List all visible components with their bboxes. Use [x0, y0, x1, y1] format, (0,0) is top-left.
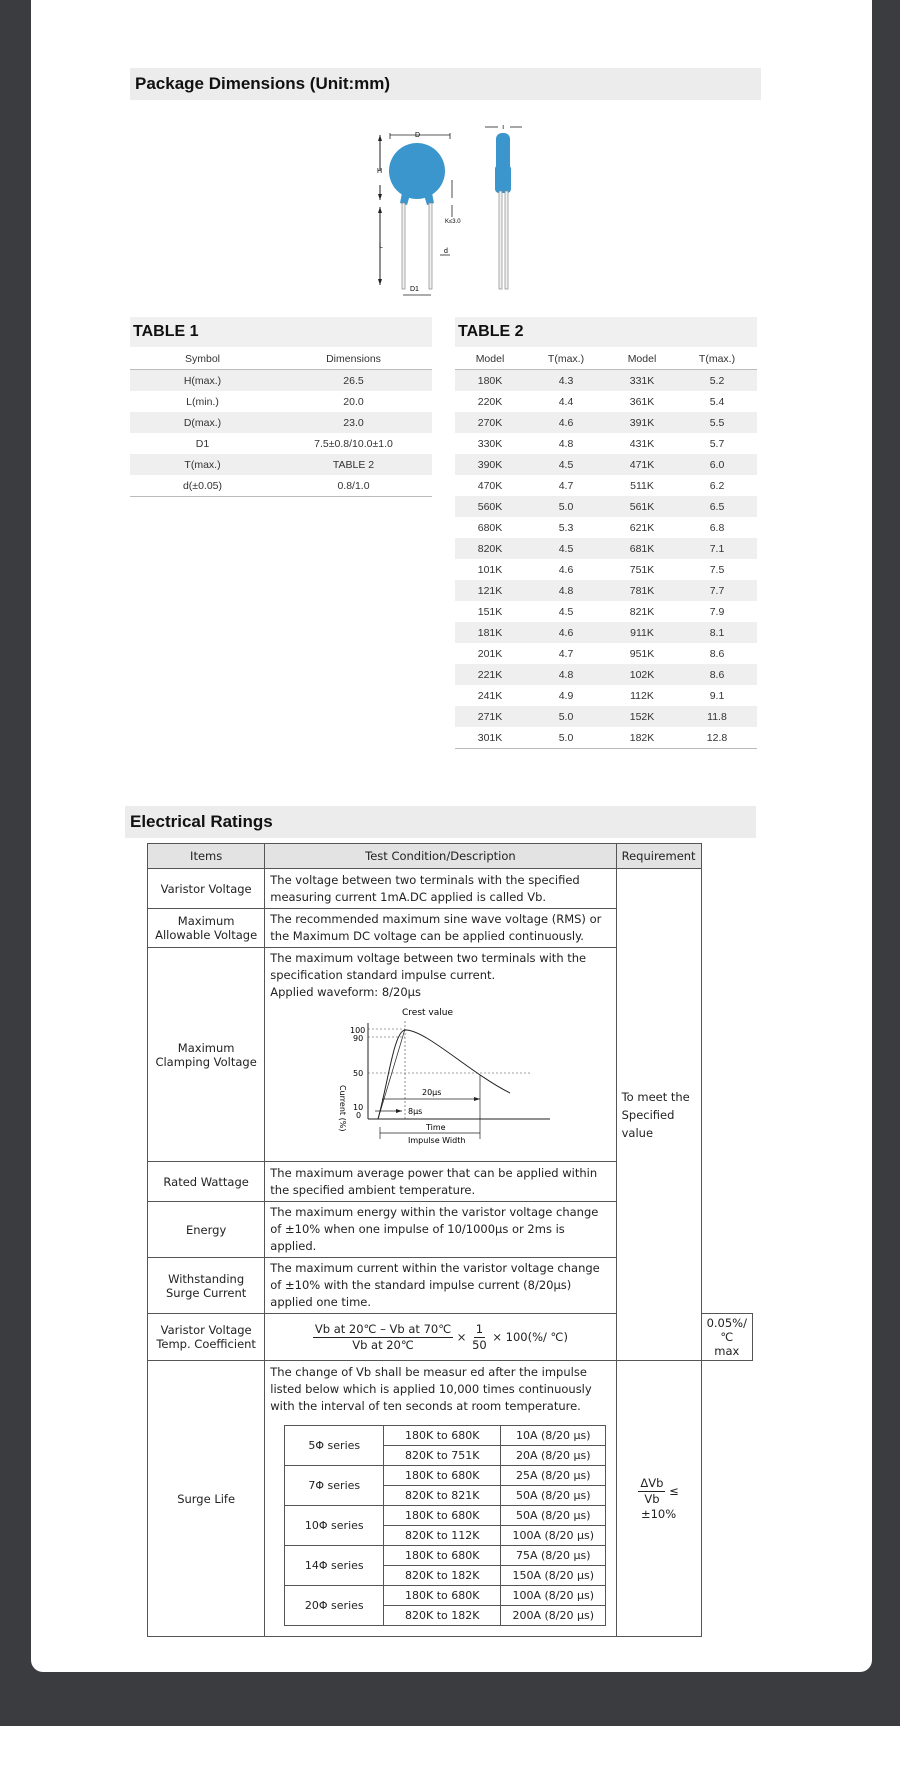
table2-row [455, 517, 757, 538]
side-view [485, 125, 522, 289]
table2-model-cell: 471K [607, 454, 677, 475]
surge-current-cell: 100A (8/20 μs) [501, 1526, 606, 1546]
electrical-ratings-table [147, 843, 753, 1637]
table2-model-cell: 112K [630, 689, 654, 702]
table1-dimension-cell: 20.0 [343, 395, 364, 408]
formula-multiply: × [456, 1329, 467, 1344]
package-dimensions-title: Package Dimensions (Unit:mm) [135, 74, 391, 93]
table2-tmax-cell: 4.6 [525, 622, 607, 643]
table2-tmax-cell: 4.6 [525, 412, 607, 433]
table2-row [455, 601, 757, 622]
table1-symbol-cell: H(max.) [130, 370, 275, 392]
table2-tmax-cell: 4.9 [558, 689, 574, 702]
table2-model-cell: 621K [629, 521, 655, 534]
table2-title: TABLE 2 [455, 317, 757, 347]
table2-model-cell: 751K [629, 563, 655, 576]
table2-tmax-cell: 4.5 [525, 454, 607, 475]
table2-row [455, 538, 757, 559]
er-item-temp-coeff: Varistor Voltage Temp. Coefficient [148, 1314, 265, 1361]
surge-row [285, 1586, 606, 1606]
table1-symbol-cell: D(max.) [130, 412, 275, 433]
svg-text:L: L [379, 243, 383, 250]
table2-model-cell: 181K [455, 622, 525, 643]
surge-range-cell: 820K to 182K [384, 1606, 501, 1626]
table2-tmax-cell: 4.8 [525, 580, 607, 601]
table2-tmax-cell: 5.5 [677, 412, 757, 433]
package-dimensions-heading [130, 68, 761, 100]
table2-row [455, 727, 757, 749]
table2-model-cell: 361K [629, 395, 655, 408]
req-vb: Vb [644, 1492, 660, 1506]
table2-model-cell: 781K [607, 580, 677, 601]
tick-100: 100 [350, 1026, 366, 1035]
er-item-max-allowable: Maximum Allowable Voltage [148, 909, 265, 948]
surge-row [285, 1546, 606, 1566]
er-header-req: Requirement [616, 844, 701, 869]
tick-90: 90 [353, 1034, 364, 1043]
formula-denominator: Vb at 20℃ [352, 1337, 414, 1352]
max-clamping-text: The maximum voltage between two terminals with the specification standard impulse current. [270, 951, 587, 982]
table2-tmax-cell: 5.3 [558, 521, 574, 534]
table2-tmax-cell: 8.1 [677, 622, 757, 643]
table1 [130, 348, 432, 497]
table1-symbol-cell: d(±0.05) [130, 475, 275, 497]
table2-tmax-cell: 6.2 [709, 479, 725, 492]
electrical-ratings-heading [125, 806, 756, 838]
table2-tmax-cell: 4.8 [558, 437, 574, 450]
svg-text:d: d [444, 248, 448, 255]
table2-row [455, 454, 757, 475]
surge-current-cell: 10A (8/20 μs) [501, 1426, 606, 1446]
surge-range-cell: 820K to 821K [384, 1486, 501, 1506]
table2-row [455, 391, 757, 412]
req-suffix: ≤ ±10% [640, 1484, 679, 1521]
surge-series-cell: 10Φ series [285, 1506, 384, 1546]
table2-tmax-cell: 8.6 [709, 647, 725, 660]
table2-tmax-cell: 7.1 [677, 538, 757, 559]
er-item-max-clamping: Maximum Clamping Voltage [148, 948, 265, 1162]
table2-tmax-cell: 4.7 [558, 647, 574, 660]
table2-model-cell: 180K [455, 370, 525, 392]
surge-life-text: The change of Vb shall be measur ed after the impulse listed below which is applied 10,000 times continuously with the interval of ten seconds at room temperature. [270, 1365, 592, 1413]
table1-dimension-cell: 23.0 [275, 412, 432, 433]
surge-range-cell: 820K to 112K [384, 1526, 501, 1546]
svg-text:D1: D1 [410, 286, 419, 293]
table2-model-cell: 390K [455, 454, 525, 475]
er-req-temp-coeff: 0.05%/℃ max [701, 1314, 752, 1361]
impulse-width-label: Impulse Width [408, 1136, 466, 1145]
surge-life-table [284, 1425, 606, 1626]
surge-series-cell: 7Φ series [285, 1466, 384, 1506]
table2-model-cell: 270K [455, 412, 525, 433]
table2-model-cell: 220K [477, 395, 503, 408]
surge-row [285, 1466, 606, 1486]
surge-range-cell: 820K to 751K [384, 1446, 501, 1466]
table2-model-cell: 151K [477, 605, 503, 618]
table2-model-cell: 102K [607, 664, 677, 685]
er-item-surge-life: Surge Life [148, 1361, 265, 1637]
table2-model-cell: 681K [607, 538, 677, 559]
table2-model-cell: 271K [455, 706, 525, 727]
table2-header-tmax-2: T(max.) [677, 348, 757, 370]
er-desc-max-clamping [265, 948, 616, 1162]
er-desc-rated-wattage: The maximum average power that can be applied within the specified ambient temperature. [265, 1162, 616, 1202]
surge-current-cell: 75A (8/20 μs) [501, 1546, 606, 1566]
formula-numerator: Vb at 20℃ – Vb at 70℃ [314, 1321, 452, 1336]
table2-model-cell: 391K [607, 412, 677, 433]
table2-model-cell: 951K [629, 647, 655, 660]
svg-text:T: T [501, 125, 506, 131]
er-desc-max-allowable: The recommended maximum sine wave voltage (RMS) or the Maximum DC voltage can be applied continuously. [265, 909, 616, 948]
table2-tmax-cell: 9.1 [709, 689, 725, 702]
table2-tmax-cell: 4.3 [525, 370, 607, 392]
table2-model-cell: 561K [607, 496, 677, 517]
t20-label: 20μs [422, 1088, 442, 1097]
table2-model-cell: 470K [477, 479, 503, 492]
table1-row [130, 454, 432, 475]
table1-dimension-cell: 7.5±0.8/10.0±1.0 [314, 437, 393, 450]
temp-coeff-formula [313, 1322, 453, 1353]
table2-model-cell: 511K [630, 479, 654, 492]
table2-row [455, 580, 757, 601]
formula-fifty: 50 [472, 1337, 487, 1352]
table1-dimension-cell: TABLE 2 [275, 454, 432, 475]
table1-row [130, 412, 432, 433]
formula-suffix: × 100(%/ ℃) [492, 1329, 568, 1344]
table2-model-cell: 241K [477, 689, 503, 702]
surge-current-cell: 50A (8/20 μs) [501, 1486, 606, 1506]
surge-current-cell: 25A (8/20 μs) [501, 1466, 606, 1486]
surge-row [285, 1426, 606, 1446]
table2-tmax-cell: 4.5 [525, 538, 607, 559]
table2-model-cell: 301K [455, 727, 525, 749]
table2-model-cell: 911K [607, 622, 677, 643]
table2-row [455, 412, 757, 433]
table2-tmax-cell: 7.5 [709, 563, 725, 576]
table1-symbol-cell: T(max.) [130, 454, 275, 475]
table2-model-cell: 680K [477, 521, 503, 534]
surge-range-cell: 820K to 182K [384, 1566, 501, 1586]
er-req-surge-life [616, 1361, 701, 1637]
table1-dimension-cell: 26.5 [275, 370, 432, 392]
table2-model-cell: 121K [455, 580, 525, 601]
er-req-common: To meet the Specified value [616, 869, 701, 1361]
svg-text:H: H [377, 168, 383, 175]
req-delta-vb: ΔVb [640, 1476, 664, 1490]
formula-one-fiftieth [470, 1322, 489, 1353]
table1-symbol-cell: L(min.) [186, 395, 219, 408]
table1-header-dimensions: Dimensions [275, 348, 432, 370]
er-item-rated-wattage: Rated Wattage [148, 1162, 265, 1202]
table2-model-cell: 152K [607, 706, 677, 727]
table2-tmax-cell: 11.8 [677, 706, 757, 727]
table2-row [455, 496, 757, 517]
current-axis-label: Current (%) [338, 1085, 348, 1132]
formula-one: 1 [475, 1321, 484, 1336]
table2-model-cell: 331K [607, 370, 677, 392]
table2-tmax-cell: 4.7 [558, 479, 574, 492]
table2-tmax-cell: 7.7 [677, 580, 757, 601]
surge-current-cell: 20A (8/20 μs) [501, 1446, 606, 1466]
surge-current-cell: 200A (8/20 μs) [501, 1606, 606, 1626]
time-label: Time [426, 1123, 446, 1132]
tick-50: 50 [353, 1069, 364, 1078]
table2-tmax-cell: 12.8 [677, 727, 757, 749]
max-clamping-waveform: Applied waveform: 8/20μs [270, 985, 421, 999]
er-item-withstanding-surge: Withstanding Surge Current [148, 1258, 265, 1314]
table2 [455, 348, 757, 749]
table2-tmax-cell: 8.6 [677, 664, 757, 685]
table2-tmax-cell: 5.4 [709, 395, 725, 408]
table2-model-cell: 101K [477, 563, 503, 576]
er-header-desc: Test Condition/Description [265, 844, 616, 869]
electrical-ratings-title: Electrical Ratings [130, 812, 273, 831]
table2-tmax-cell: 5.7 [709, 437, 725, 450]
er-header-items: Items [148, 844, 265, 869]
table2-row [455, 370, 757, 392]
er-item-energy: Energy [148, 1202, 265, 1258]
tick-10: 10 [353, 1103, 364, 1112]
table2-model-cell: 201K [477, 647, 503, 660]
table2-model-cell: 820K [455, 538, 525, 559]
surge-current-cell: 100A (8/20 μs) [501, 1586, 606, 1606]
table2-row [455, 643, 757, 664]
table1-title: TABLE 1 [130, 317, 432, 347]
table2-row [455, 433, 757, 454]
er-desc-withstanding-surge: The maximum current within the varistor voltage change of ±10% with the standard impulse current (8/20μs) applied one time. [265, 1258, 616, 1314]
table2-tmax-cell: 4.6 [558, 563, 574, 576]
table2-tmax-cell: 4.5 [558, 605, 574, 618]
table1-row [130, 370, 432, 392]
table2-model-cell: 821K [629, 605, 655, 618]
er-desc-surge-life [265, 1361, 616, 1637]
surge-current-cell: 50A (8/20 μs) [501, 1506, 606, 1526]
table2-header-model-2: Model [607, 348, 677, 370]
front-view [377, 132, 461, 295]
er-desc-varistor-voltage: The voltage between two terminals with the specified measuring current 1mA.DC applied is called Vb. [265, 869, 616, 909]
table2-header-tmax: T(max.) [525, 348, 607, 370]
table2-row [455, 685, 757, 706]
surge-life-requirement [638, 1476, 665, 1507]
table2-tmax-cell: 6.5 [677, 496, 757, 517]
table2-tmax-cell: 7.9 [709, 605, 725, 618]
waveform-chart [330, 1003, 570, 1153]
table2-tmax-cell: 5.0 [525, 727, 607, 749]
surge-row [285, 1506, 606, 1526]
svg-text:D: D [415, 132, 421, 139]
surge-range-cell: 180K to 680K [384, 1546, 501, 1566]
table2-model-cell: 330K [477, 437, 503, 450]
table2-row [455, 475, 757, 496]
bottom-strip [0, 1726, 900, 1787]
surge-range-cell: 180K to 680K [384, 1466, 501, 1486]
surge-range-cell: 180K to 680K [384, 1426, 501, 1446]
table2-tmax-cell: 4.4 [558, 395, 574, 408]
table1-row [130, 433, 432, 454]
er-desc-temp-coeff [265, 1314, 616, 1361]
svg-text:K≤3.0: K≤3.0 [445, 219, 461, 225]
surge-range-cell: 180K to 680K [384, 1506, 501, 1526]
table2-tmax-cell: 5.0 [525, 496, 607, 517]
table2-tmax-cell: 6.0 [677, 454, 757, 475]
table2-tmax-cell: 5.0 [525, 706, 607, 727]
table1-row [130, 391, 432, 412]
surge-series-cell: 20Φ series [285, 1586, 384, 1626]
table2-model-cell: 560K [455, 496, 525, 517]
surge-series-cell: 14Φ series [285, 1546, 384, 1586]
package-diagram [370, 125, 550, 305]
table2-row [455, 559, 757, 580]
table2-tmax-cell: 6.8 [709, 521, 725, 534]
table2-tmax-cell: 5.2 [677, 370, 757, 392]
table2-row [455, 706, 757, 727]
table1-header-symbol: Symbol [130, 348, 275, 370]
surge-series-cell: 5Φ series [285, 1426, 384, 1466]
table2-row [455, 622, 757, 643]
crest-label: Crest value [402, 1008, 454, 1018]
table2-header-model: Model [455, 348, 525, 370]
table2-tmax-cell: 4.8 [525, 664, 607, 685]
t8-label: 8μs [408, 1107, 423, 1116]
surge-current-cell: 150A (8/20 μs) [501, 1566, 606, 1586]
table2-row [455, 664, 757, 685]
tick-0: 0 [356, 1111, 362, 1120]
table2-model-cell: 182K [607, 727, 677, 749]
table1-symbol-cell: D1 [195, 437, 210, 450]
er-desc-energy: The maximum energy within the varistor voltage change of ±10% when one impulse of 10/1000μs or 2ms is applied. [265, 1202, 616, 1258]
er-item-varistor-voltage: Varistor Voltage [148, 869, 265, 909]
table1-row [130, 475, 432, 497]
table2-model-cell: 221K [455, 664, 525, 685]
surge-range-cell: 180K to 680K [384, 1586, 501, 1606]
table2-model-cell: 431K [629, 437, 655, 450]
table1-dimension-cell: 0.8/1.0 [275, 475, 432, 497]
